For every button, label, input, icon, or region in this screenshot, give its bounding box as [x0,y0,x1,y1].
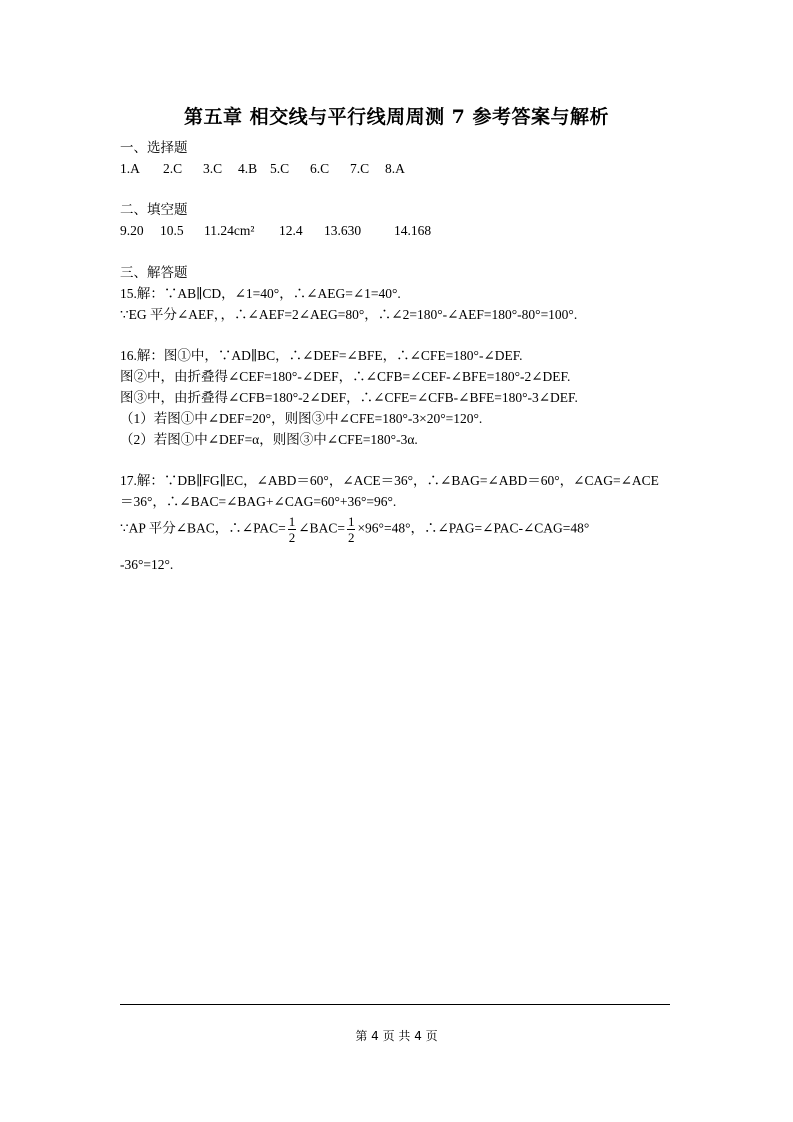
q17-text: ∵AP 平分∠BAC，∴∠PAC= [120,520,286,536]
q16-line: （1）若图①中∠DEF=20°，则图③中∠CFE=180°-3×20°=120°. [120,411,483,426]
answer-item: 5.C [270,161,290,176]
q17-line: 17.解：∵DB∥FG∥EC，∠ABD＝60°，∠ACE＝36°，∴∠BAG=∠ABD＝60°，∠CAG=∠ACE [120,473,659,488]
answer-item: 11.24cm² [204,223,255,238]
fill-answers [120,222,431,240]
answer-item: 8.A [385,161,405,176]
q17-line: -36°=12°. [120,557,174,572]
answer-item: 4.B [238,161,258,176]
q17-line-fraction [120,514,589,545]
fraction-denominator: 2 [288,530,296,545]
fraction-numerator: 1 [347,514,355,529]
fraction-one-half [288,514,297,545]
q15-line: ∵EG 平分∠AEF，，∴∠AEF=2∠AEG=80°，∴∠2=180°-∠AEF=180°-80°=100°. [120,307,578,322]
answer-item: 1.A [120,161,140,176]
q17-text: ×96°=48°，∴∠PAG=∠PAC-∠CAG=48° [357,520,590,536]
answer-item: 13.630 [324,223,362,238]
footer-divider [120,1004,670,1005]
q17-text: ∠BAC= [298,520,345,536]
answer-item: 12.4 [279,223,303,238]
fraction-numerator: 1 [288,514,296,529]
section-heading-solve: 三、解答题 [120,265,188,280]
section-heading-fill: 二、填空题 [120,202,188,217]
q16-line: （2）若图①中∠DEF=α，则图③中∠CFE=180°-3α. [120,432,418,447]
section-heading-choice: 一、选择题 [120,140,188,155]
fraction-one-half [347,514,356,545]
page-title: 第五章 相交线与平行线周周测 7 参考答案与解析 [183,106,610,128]
q16-line: 16.解：图①中，∵AD∥BC，∴∠DEF=∠BFE，∴∠CFE=180°-∠DEF. [120,348,523,363]
answer-item: 7.C [350,161,370,176]
q17-line: ＝36°，∴∠BAC=∠BAG+∠CAG=60°+36°=96°. [120,494,397,509]
q16-line: 图②中，由折叠得∠CEF=180°-∠DEF，∴∠CFB=∠CEF-∠BFE=180°-2∠DEF. [120,369,571,384]
answer-item: 10.5 [160,223,184,238]
q15-line: 15.解：∵AB∥CD，∠1=40°，∴∠AEG=∠1=40°. [120,286,401,301]
answer-item: 3.C [203,161,223,176]
page-footer: 第 4 页 共 4 页 [355,1029,438,1043]
answer-item: 6.C [310,161,330,176]
answer-item: 9.20 [120,223,144,238]
answer-item: 2.C [163,161,183,176]
q16-line: 图③中，由折叠得∠CFB=180°-2∠DEF，∴∠CFE=∠CFB-∠BFE=180°-3∠DEF. [120,390,578,405]
choice-answers [120,160,405,178]
fraction-denominator: 2 [347,530,355,545]
answer-item: 14.168 [394,223,432,238]
